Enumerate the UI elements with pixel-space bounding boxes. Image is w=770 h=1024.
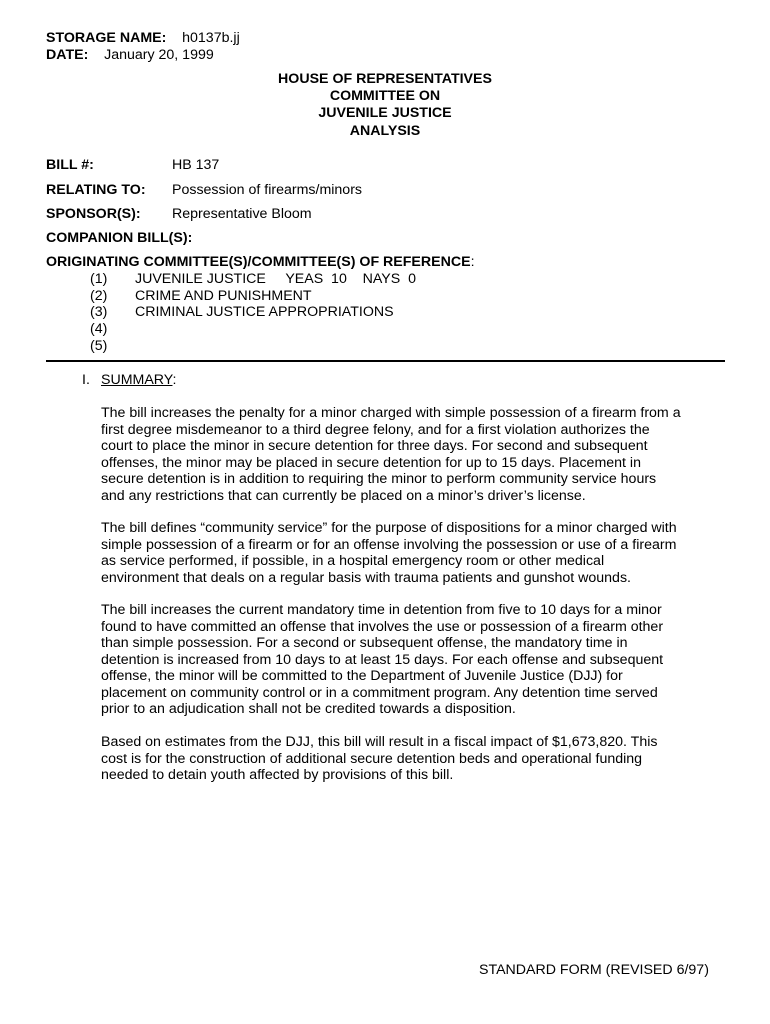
standard-form-footer: STANDARD FORM (REVISED 6/97) xyxy=(479,962,709,978)
committee-number: (1) xyxy=(90,271,108,287)
companion-bills-label: COMPANION BILL(S): xyxy=(46,230,193,246)
document-title xyxy=(0,71,770,140)
date-value: January 20, 1999 xyxy=(104,47,214,63)
committee-name: CRIME AND PUNISHMENT xyxy=(135,288,312,304)
committee-name: JUVENILE JUSTICE YEAS 10 NAYS 0 xyxy=(135,271,416,287)
date-line: DATE: January 20, 1999 xyxy=(46,47,214,63)
committee-number: (3) xyxy=(90,304,108,320)
summary-paragraph: The bill increases the current mandatory time in detention from five to 10 days for a minor found to have committed an offense that involves the use or possession of a firearm other than simple possession. For a second or subsequent offense, the mandatory time in detention is increased from 10 days to at least 15 days. For each offense and subsequent offense, the minor will be committed to the Department of Juvenile Justice (DJJ) for placement on community control or in a commitment program. Any detention time served prior to an adjudication shall not be credited towards a disposition. xyxy=(101,602,664,717)
storage-name-label: STORAGE NAME xyxy=(46,30,162,46)
summary-paragraph: The bill increases the penalty for a minor charged with simple possession of a firearm from a first degree misdemeanor to a third degree felony, and for a first violation authorizes the court to place the minor in secure detention for three days. For second and subsequent offenses, the minor may be placed in secure detention for up to 15 days. Placement in secure detention is in addition to requiring the minor to perform community service hours and any restrictions that can currently be placed on a minor’s driver’s license. xyxy=(101,405,681,504)
relating-to-label: RELATING TO: xyxy=(46,182,146,198)
bill-number-value: HB 137 xyxy=(172,157,220,173)
title-line: JUVENILE JUSTICE xyxy=(318,105,452,122)
relating-to-value: Possession of firearms/minors xyxy=(172,182,363,198)
section-number: I. xyxy=(82,372,90,388)
storage-name-value: h0137b.jj xyxy=(182,30,240,46)
horizontal-divider xyxy=(46,360,725,362)
committee-number: (2) xyxy=(90,288,108,304)
sponsor-label: SPONSOR(S): xyxy=(46,206,141,222)
date-label: DATE xyxy=(46,47,84,63)
title-line: HOUSE OF REPRESENTATIVES xyxy=(278,71,492,87)
storage-name-line: STORAGE NAME: h0137b.jj xyxy=(46,30,240,46)
title-line: ANALYSIS xyxy=(349,122,421,139)
summary-paragraph: Based on estimates from the DJJ, this bill will result in a fiscal impact of $1,673,820. This cost is for the construction of additional secure detention beds and operational funding needed to detain youth affected by provisions of this bill. xyxy=(101,734,658,783)
title-line: COMMITTEE ON xyxy=(329,88,441,105)
sponsor-value: Representative Bloom xyxy=(172,206,312,222)
committee-number: (5) xyxy=(90,338,108,354)
section-title: SUMMARY: xyxy=(101,372,177,388)
committee-name: CRIMINAL JUSTICE APPROPRIATIONS xyxy=(135,304,394,320)
summary-paragraph: The bill defines “community service” for the purpose of dispositions for a minor charged with simple possession of a firearm or for an offense involving the possession or use of a firearm as service performed, if possible, in a hospital emergency room or other medical environment that deals on a regular basis with trauma patients and gunshot wounds. xyxy=(101,520,677,586)
bill-number-label: BILL #: xyxy=(46,157,94,173)
originating-committees-label: ORIGINATING COMMITTEE(S)/COMMITTEE(S) OF REFERENCE: xyxy=(46,254,475,270)
committee-number: (4) xyxy=(90,321,108,337)
